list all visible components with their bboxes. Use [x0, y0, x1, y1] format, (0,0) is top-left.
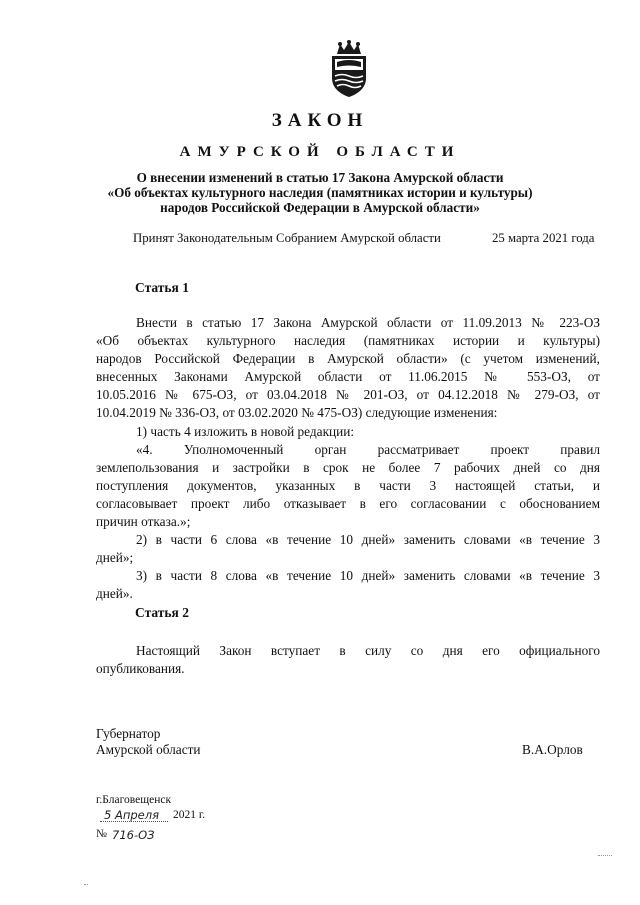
text-line: 1) часть 4 изложить в новой редакции:	[136, 423, 355, 439]
text-line: дней»;	[96, 550, 134, 566]
text-line: землепользования и застройки в срок не более 7 рабочих дней со дня	[96, 459, 600, 475]
law-name-line: народов Российской Федерации в Амурской области»	[160, 200, 480, 215]
text-line: Настоящий Закон вступает в силу со дня его официального	[136, 643, 600, 658]
city: г.Благовещенск	[96, 794, 172, 806]
adopted-date: 25 марта 2021 года	[492, 231, 595, 245]
document-subtitle: АМУРСКОЙ ОБЛАСТИ	[179, 144, 461, 160]
text-line: дней».	[96, 586, 133, 602]
signatory-position-line: Амурской области	[96, 742, 201, 757]
text-line: внесенных Законами Амурской области от 11.06.2015 № 553-ОЗ, от	[96, 369, 600, 385]
text-line: 10.04.2019 № 336-ОЗ, от 03.02.2020 № 475-ОЗ) следующие изменения:	[96, 405, 498, 421]
article-1-body	[96, 314, 600, 604]
text-line: 3) в части 8 слова «в течение 10 дней» заменить словами «в течение 3	[136, 568, 600, 584]
number-prefix: №	[96, 828, 107, 840]
text-line: 10.05.2016 № 675-ОЗ, от 03.04.2018 № 201-ОЗ, от 04.12.2018 № 279-ОЗ, от	[96, 387, 600, 403]
date-underline	[100, 821, 168, 822]
law-name-line: «Об объектах культурного наследия (памятниках истории и культуры)	[107, 185, 533, 200]
article-1-heading: Статья 1	[135, 280, 189, 295]
text-line: «4. Уполномоченный орган рассматривает проект правил	[136, 441, 600, 457]
signatory-position	[96, 726, 201, 758]
article-2-heading: Статья 2	[135, 605, 189, 620]
adopted-by: Принят Законодательным Собранием Амурской области	[133, 231, 441, 245]
text-line: «Об объектах культурного наследия (памятниках истории и культуры)	[96, 333, 600, 349]
text-line: опубликования.	[96, 661, 185, 677]
text-line: Внести в статью 17 Закона Амурской области от 11.09.2013 № 223-ОЗ	[136, 315, 600, 330]
year: 2021 г.	[173, 809, 206, 821]
handwritten-number: 716-ОЗ	[112, 828, 155, 842]
law-name	[0, 170, 640, 215]
text-line: народов Российской Федерации в Амурской области» (с учетом изменений,	[96, 351, 600, 367]
coat-of-arms-icon	[328, 40, 370, 98]
handwritten-date: 5 Апреля	[104, 808, 160, 822]
document-title: ЗАКОН	[271, 110, 369, 131]
law-name-line: О внесении изменений в статью 17 Закона Амурской области	[136, 170, 504, 185]
text-line: поступления документов, указанных в части 3 настоящей статьи, и	[96, 477, 600, 493]
signatory-name: В.А.Орлов	[522, 742, 583, 757]
signatory-position-line: Губернатор	[96, 726, 161, 741]
text-line: согласовывает проект либо отказывает в его согласовании с обоснованием	[96, 495, 600, 511]
text-line: 2) в части 6 слова «в течение 10 дней» заменить словами «в течение 3	[136, 532, 600, 548]
text-line: причин отказа.»;	[96, 514, 191, 530]
article-2-body	[96, 642, 600, 678]
scan-mark	[598, 855, 612, 856]
scan-mark	[84, 884, 88, 885]
